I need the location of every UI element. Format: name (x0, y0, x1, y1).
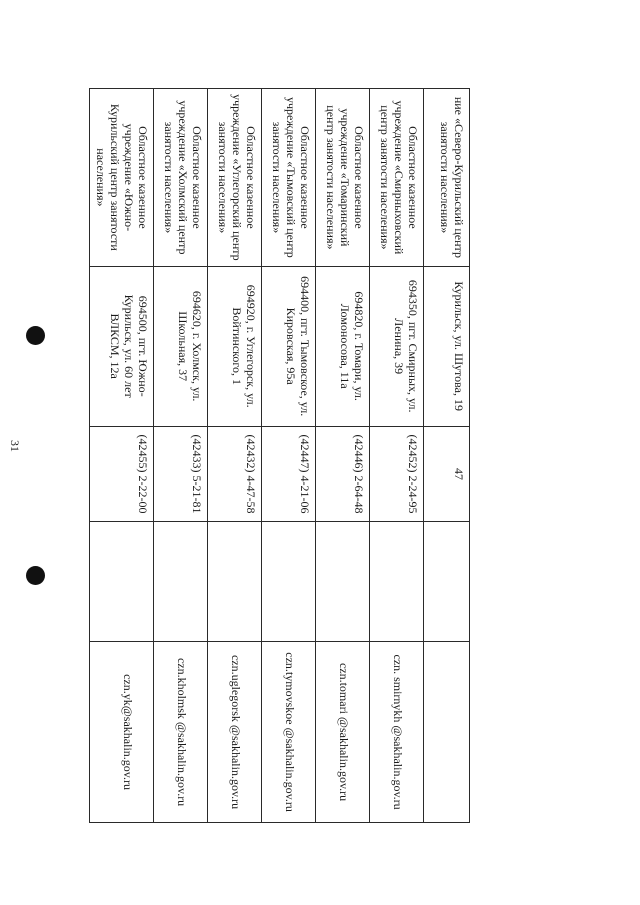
institution-name-cell: Областное казенное учреждение «Тымовский центр занятости населения» (262, 89, 316, 267)
empty-cell (208, 522, 262, 642)
phone-cell: (42455) 2-22-00 (90, 426, 154, 522)
email-cell (424, 642, 470, 823)
address-cell: 694620, г. Холмск, ул. Школьная, 37 (154, 266, 208, 426)
empty-cell (370, 522, 424, 642)
empty-cell (316, 522, 370, 642)
table-row (262, 89, 316, 823)
rotated-table-container (93, 88, 470, 823)
table-row (316, 89, 370, 823)
phone-cell: (42432) 4-47-58 (208, 426, 262, 522)
table-row (90, 89, 154, 823)
empty-cell (90, 522, 154, 642)
address-cell: 694820, г. Томари, ул. Ломоносова, 11а (316, 266, 370, 426)
phone-cell: 47 (424, 426, 470, 522)
email-cell: czn.kholmsk @sakhalin.gov.ru (154, 642, 208, 823)
institution-name-cell: Областное казенное учреждение «Томаринский центр занятости населения» (316, 89, 370, 267)
address-cell: 694350, пгт. Смирных, ул. Ленина, 39 (370, 266, 424, 426)
institution-name-cell: ние «Северо-Курильский центр занятости населения» (424, 89, 470, 267)
institution-name-cell: Областное казенное учреждение «Смирныховский центр занятости населения» (370, 89, 424, 267)
empty-cell (154, 522, 208, 642)
empty-cell (262, 522, 316, 642)
institution-name-cell: Областное казенное учреждение «Южно-Курильский центр занятости населения» (90, 89, 154, 267)
address-cell: 694400, пгт. Тымовское, ул. Кировская, 95а (262, 266, 316, 426)
phone-cell: (42446) 2-64-48 (316, 426, 370, 522)
phone-cell: (42452) 2-24-95 (370, 426, 424, 522)
email-cell: czn. smirnykh @sakhalin.gov.ru (370, 642, 424, 823)
phone-cell: (42447) 4-21-06 (262, 426, 316, 522)
institution-name-cell: Областное казенное учреждение «Холмский центр занятости населения» (154, 89, 208, 267)
email-cell: czn.tymovskoe @sakhalin.gov.ru (262, 642, 316, 823)
page-number: 31 (8, 440, 22, 452)
table-row (370, 89, 424, 823)
punch-hole-mark (26, 566, 45, 585)
address-cell: 694500, пгт. Южно-Курильск, ул. 60 лет ВЛКСМ, 12а (90, 266, 154, 426)
phone-cell: (42433) 5-21-81 (154, 426, 208, 522)
email-cell: czn.tomari @sakhalin.gov.ru (316, 642, 370, 823)
address-cell: 694920, г. Углегорск, ул. Войтинского, 1 (208, 266, 262, 426)
email-cell: czn.yk@sakhalin.gov.ru (90, 642, 154, 823)
email-cell: czn.uglegorsk @sakhalin.gov.ru (208, 642, 262, 823)
punch-hole-mark (26, 326, 45, 345)
empty-cell (424, 522, 470, 642)
table-row (154, 89, 208, 823)
table-row (424, 89, 470, 823)
institution-name-cell: Областное казенное учреждение «Углегорский центр занятости населения» (208, 89, 262, 267)
employment-centers-table (89, 88, 470, 823)
address-cell: Курильск, ул. Шутова, 19 (424, 266, 470, 426)
table-row (208, 89, 262, 823)
